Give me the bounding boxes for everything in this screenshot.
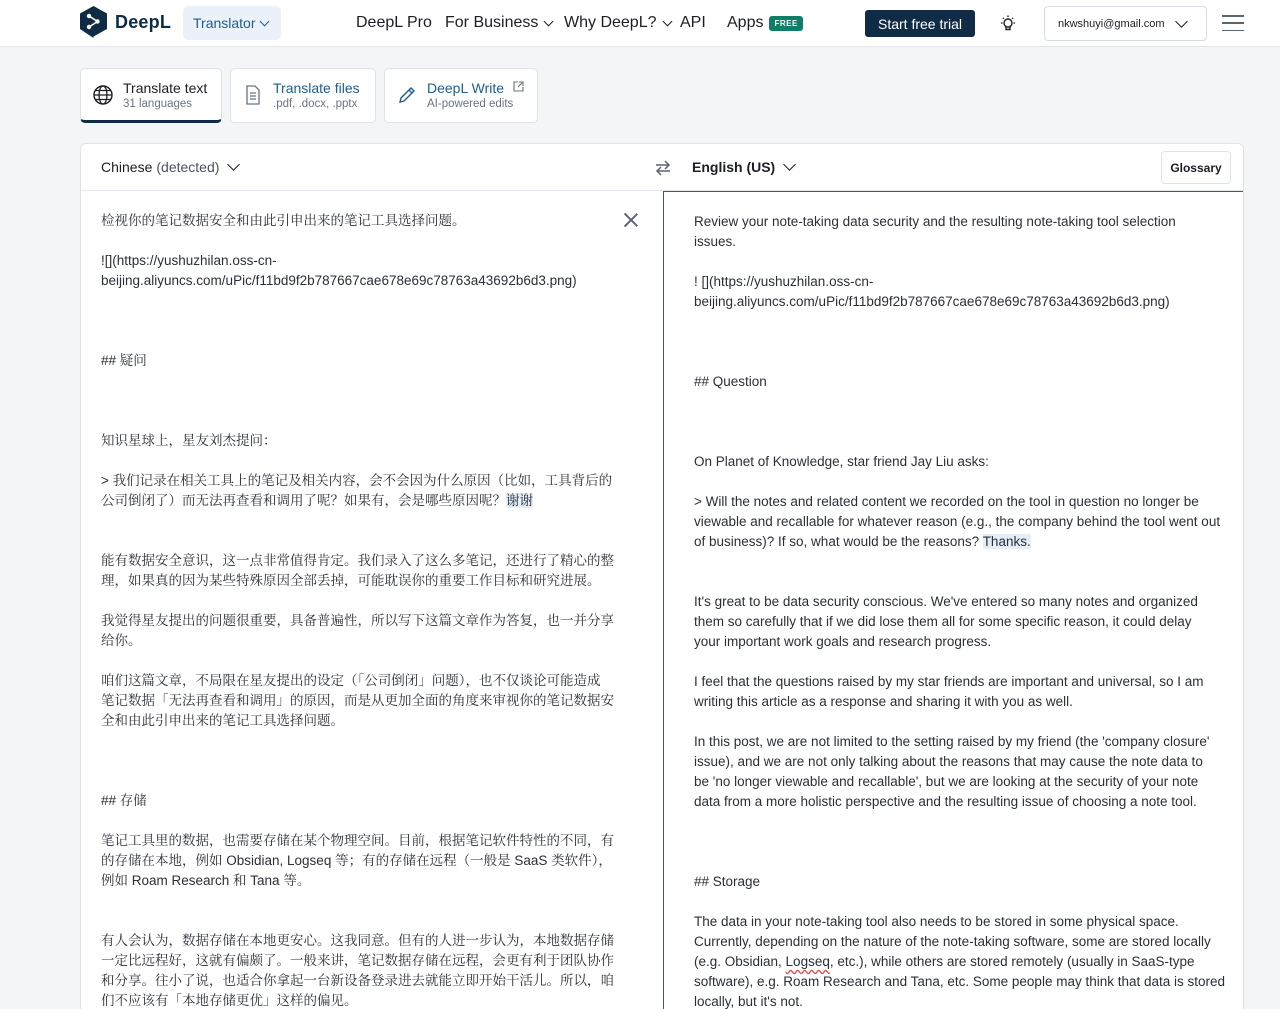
tab-subtitle: AI-powered edits	[427, 98, 514, 110]
account-menu[interactable]	[1044, 6, 1207, 41]
hamburger-menu-icon[interactable]	[1222, 15, 1244, 31]
source-text-area[interactable]	[81, 191, 663, 1009]
detected-label: (detected)	[156, 159, 220, 175]
source-paragraph: 检视你的笔记数据安全和由此引申出来的笔记工具选择问题。	[101, 213, 466, 228]
source-paragraph: ![](https://yushuzhilan.oss-cn- beijing.aliyuncs.com/uPic/f11bd9f2b787667cae678e69c78763a43692b6d3.png)	[101, 253, 577, 288]
tab-translate-files[interactable]	[230, 68, 376, 123]
nav-apps[interactable]	[727, 14, 803, 32]
source-paragraph	[101, 471, 621, 511]
nav-for-business[interactable]	[445, 14, 552, 32]
source-paragraph: 知识星球上，星友刘杰提问：	[101, 433, 277, 448]
lightbulb-icon[interactable]	[998, 14, 1018, 34]
translator-panel	[80, 143, 1244, 1009]
source-language: Chinese	[101, 159, 153, 175]
target-paragraph: ## Question	[694, 374, 767, 389]
target-paragraph: ## Storage	[694, 874, 761, 889]
tab-subtitle: 31 languages	[123, 98, 193, 110]
target-paragraph: In this post, we are not limited to the setting raised by my friend (the 'company closure' issue), and we are not only talking about the reasons that may cause the note data to be 'no longer viewable and recallable', but we are looking at the security of your note data from a more holistic perspective and the resulting issue of choosing a note tool.	[694, 734, 1210, 809]
nav-label: Why DeepL?	[564, 14, 657, 31]
chevron-down-icon	[228, 158, 241, 171]
deepl-logo[interactable]	[80, 6, 171, 38]
source-paragraph: 咱们这篇文章，不局限在星友提出的设定（「公司倒闭」问题），也不仅谈论可能造成 笔记数据「无法再查看和调用」的原因，而是从更加全面的角度来审视你的笔记数据安 全和由此引申出来的笔记工具选择问题。	[101, 673, 614, 728]
nav-api[interactable]	[680, 14, 706, 32]
chevron-down-icon	[544, 16, 554, 26]
source-paragraph: ## 疑问	[101, 353, 147, 368]
tab-translate-text[interactable]	[80, 68, 222, 123]
nav-why-deepl[interactable]	[564, 14, 671, 32]
brand-name: DeepL	[115, 11, 172, 32]
tab-title: DeepL Write	[427, 80, 505, 96]
translator-label: Translator	[193, 15, 256, 31]
source-quote: > 我们记录在相关工具上的笔记及相关内容，会不会因为什么原因（比如，工具背后的 公司倒闭了）而无法再查看和调用了呢？如果有，会是哪些原因呢？	[101, 473, 613, 508]
target-text: The data in your note-taking tool also needs to be stored in some physical space. Currently, depending on the nature of the note-taking software, some are stored locally (e.g. Obsidian,	[694, 914, 1211, 969]
target-text: , etc.), while others are stored remotely (usually in SaaS-type software), e.g. Roam Research and Tana, etc. Some people may think that data is stored locally, but it's not.	[694, 954, 1226, 1009]
glossary-button[interactable]: Glossary	[1161, 151, 1231, 184]
close-icon[interactable]	[624, 213, 638, 227]
spellcheck-word[interactable]: Logseq	[785, 954, 830, 969]
chevron-down-icon	[662, 16, 672, 26]
source-highlight: 谢谢	[506, 493, 533, 508]
nav-label: DeepL Pro	[356, 14, 432, 31]
tab-subtitle: .pdf, .docx, .pptx	[273, 98, 358, 110]
source-paragraph: ## 存储	[101, 793, 147, 808]
target-highlight: Thanks.	[982, 534, 1031, 549]
pencil-icon	[396, 84, 418, 106]
translator-dropdown[interactable]	[183, 6, 281, 40]
target-language-selector[interactable]	[692, 159, 794, 175]
globe-icon	[92, 84, 114, 106]
swap-languages-icon[interactable]	[653, 158, 673, 178]
target-text-area[interactable]	[663, 191, 1244, 1009]
tab-deepl-write[interactable]	[384, 68, 538, 123]
source-paragraph: 有人会认为，数据存储在本地更安心。这我同意。但有的人进一步认为，本地数据存储 一定比远程好，这就有偏颇了。一般来讲，笔记数据存储在远程，会更有利于团队协作 和分享。往小了说，也适合你拿起一台新设备登录进去就能立即开始干活儿。所以，咱 们不应该有「本地存储更优」这样的偏见。	[101, 933, 614, 1008]
free-badge: FREE	[769, 16, 802, 31]
external-link-icon	[513, 81, 524, 92]
target-quote: > Will the notes and related content we recorded on the tool in question no longer be viewable and recallable for whatever reason (e.g., the company behind the tool went out of business)? If so, what would be the reasons?	[694, 494, 1221, 549]
source-paragraph: 能有数据安全意识，这一点非常值得肯定。我们录入了这么多笔记，还进行了精心的整 理，如果真的因为某些特殊原因全部丢掉，可能耽误你的重要工作目标和研究进展。	[101, 553, 614, 588]
target-paragraph: It's great to be data security conscious. We've entered so many notes and organized them so carefully that if we did lose them all for some specific reason, it could delay your important work goals and research progress.	[694, 594, 1198, 649]
nav-deepl-pro[interactable]	[356, 14, 432, 32]
source-paragraph: 我觉得星友提出的问题很重要，具备普遍性，所以写下这篇文章作为答复，也一并分享 给你。	[101, 613, 614, 648]
chevron-down-icon	[783, 158, 796, 171]
target-paragraph: I feel that the questions raised by my star friends are important and universal, so I am writing this article as a response and sharing it with you as well.	[694, 674, 1204, 709]
source-language-selector[interactable]	[101, 159, 238, 175]
top-header	[0, 0, 1280, 47]
target-paragraph: On Planet of Knowledge, star friend Jay Liu asks:	[694, 454, 989, 469]
target-paragraph: Review your note-taking data security and the resulting note-taking tool selection issues.	[694, 214, 1176, 249]
chevron-down-icon	[1175, 15, 1188, 28]
tab-title: Translate files	[273, 80, 360, 96]
deepl-logo-icon	[80, 6, 107, 38]
target-paragraph	[694, 912, 1229, 1009]
document-icon	[242, 84, 264, 106]
language-bar	[81, 144, 1244, 191]
account-email: nkwshuyi@gmail.com	[1058, 17, 1165, 30]
chevron-down-icon	[259, 16, 269, 26]
nav-label: For Business	[445, 14, 539, 31]
target-paragraph	[694, 492, 1229, 552]
source-paragraph: 笔记工具里的数据，也需要存储在某个物理空间。目前，根据笔记软件特性的不同，有 的存储在本地，例如 Obsidian, Logseq 等；有的存储在远程（一般是 SaaS 类软件）， 例如 Roam Research 和 Tana 等。	[101, 833, 614, 888]
start-free-trial-button[interactable]: Start free trial	[865, 10, 975, 37]
target-language: English (US)	[692, 159, 776, 175]
nav-label: Apps	[727, 14, 764, 31]
tab-title: Translate text	[123, 80, 208, 96]
target-paragraph: ! [](https://yushuzhilan.oss-cn- beijing.aliyuncs.com/uPic/f11bd9f2b787667cae678e69c78763a43692b6d3.png)	[694, 274, 1170, 309]
nav-label: API	[680, 14, 706, 31]
